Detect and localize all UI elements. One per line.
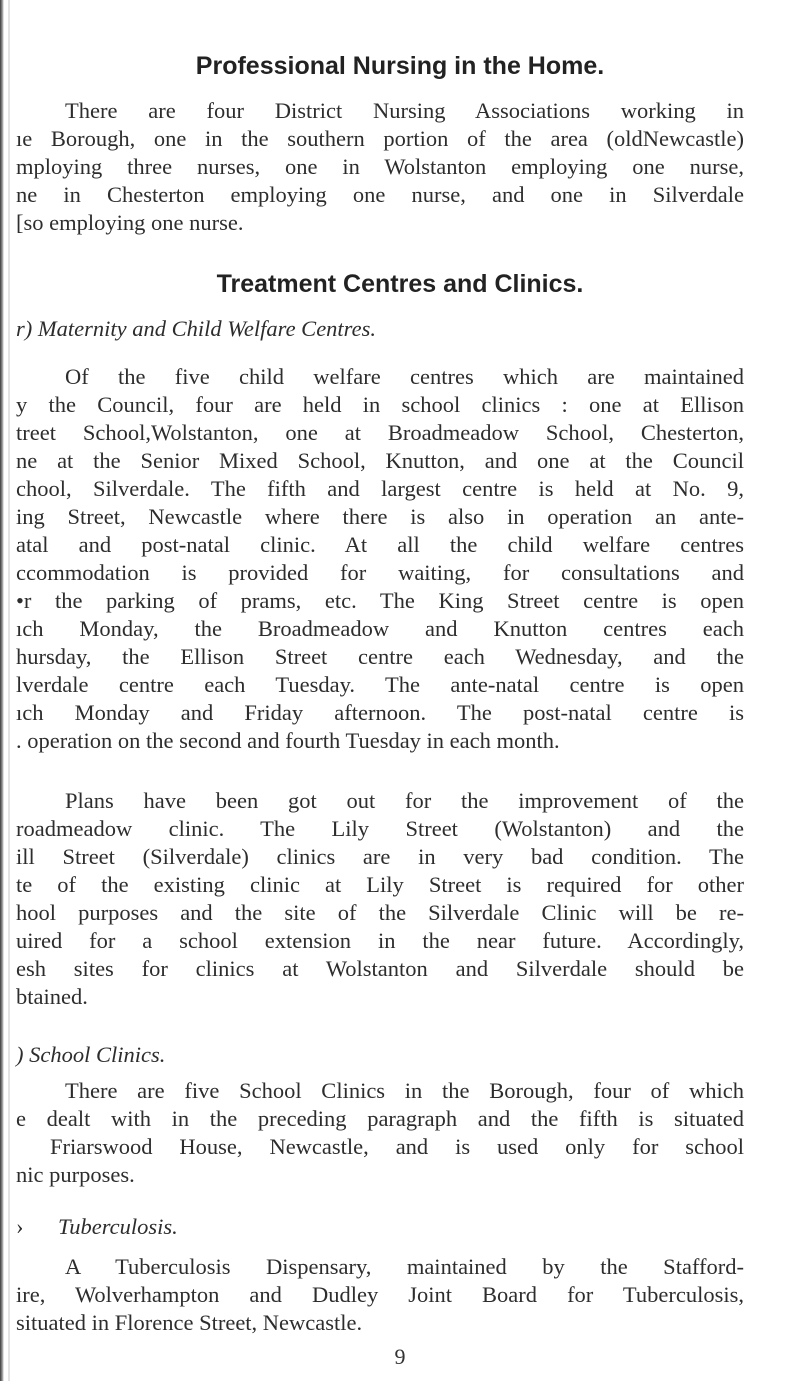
subheading-tuberculosis: Tuberculosis. (58, 1214, 178, 1239)
section-heading-treatment: Treatment Centres and Clinics. (216, 270, 584, 298)
maternity-line-9: •r the parking of prams, etc. The King Street centre is open (16, 588, 744, 613)
subheading-school-clinics: ) School Clinics. (16, 1042, 166, 1067)
school-clinics-line-1: There are five School Clinics in the Borough, four of which (65, 1078, 744, 1103)
nursing-line-4: ne in Chesterton employing one nurse, and one in Silverdale (16, 182, 744, 207)
plans-line-1: Plans have been got out for the improvement of the (65, 788, 744, 813)
nursing-line-2: ıe Borough, one in the southern portion of the area (oldNewcastle) (16, 126, 744, 151)
page-binding-shadow (8, 0, 10, 1381)
maternity-line-1: Of the five child welfare centres which are maintained (65, 364, 744, 389)
maternity-line-11: hursday, the Ellison Street centre each Wednesday, and the (16, 644, 744, 669)
maternity-line-3: treet School,Wolstanton, one at Broadmeadow School, Chesterton, (16, 420, 744, 445)
school-clinics-line-4: nic purposes. (16, 1162, 135, 1187)
plans-line-6: uired for a school extension in the near future. Accordingly, (16, 928, 744, 953)
maternity-line-6: ing Street, Newcastle where there is also in operation an ante- (16, 504, 744, 529)
maternity-line-4: ne at the Senior Mixed School, Knutton, and one at the Council (16, 448, 744, 473)
subheading-maternity: r) Maternity and Child Welfare Centres. (16, 316, 376, 341)
maternity-line-7: atal and post-natal clinic. At all the child welfare centres (16, 532, 744, 557)
nursing-line-1: There are four District Nursing Associations working in (65, 98, 744, 123)
maternity-line-2: y the Council, four are held in school clinics : one at Ellison (16, 392, 744, 417)
page-number: 9 (394, 1344, 406, 1369)
nursing-line-3: mploying three nurses, one in Wolstanton employing one nurse, (16, 154, 744, 179)
maternity-line-12: lverdale centre each Tuesday. The ante-natal centre is open (16, 672, 744, 697)
plans-line-5: hool purposes and the site of the Silverdale Clinic will be re- (16, 900, 744, 925)
maternity-line-8: ccommodation is provided for waiting, for consultations and (16, 560, 744, 585)
school-clinics-line-3: Friarswood House, Newcastle, and is used only for school (50, 1134, 744, 1159)
tuberculosis-line-3: situated in Florence Street, Newcastle. (16, 1310, 363, 1335)
plans-line-7: esh sites for clinics at Wolstanton and Silverdale should be (16, 956, 744, 981)
nursing-line-5: [so employing one nurse. (16, 210, 244, 235)
section-heading-nursing: Professional Nursing in the Home. (195, 52, 605, 80)
maternity-line-5: chool, Silverdale. The fifth and largest centre is held at No. 9, (16, 476, 744, 501)
plans-line-3: ill Street (Silverdale) clinics are in very bad condition. The (16, 844, 744, 869)
page-binding-edge (0, 0, 4, 1381)
maternity-line-14: . operation on the second and fourth Tuesday in each month. (16, 728, 560, 753)
maternity-line-13: ıch Monday and Friday afternoon. The post-natal centre is (16, 700, 744, 725)
school-clinics-line-2: e dealt with in the preceding paragraph and the fifth is situated (16, 1106, 744, 1131)
tuberculosis-marker: › (16, 1214, 24, 1239)
tuberculosis-line-1: A Tuberculosis Dispensary, maintained by the Stafford- (65, 1254, 744, 1279)
tuberculosis-line-2: ire, Wolverhampton and Dudley Joint Board for Tuberculosis, (16, 1282, 744, 1307)
plans-line-4: te of the existing clinic at Lily Street is required for other (16, 872, 744, 897)
plans-line-8: btained. (16, 984, 88, 1009)
plans-line-2: roadmeadow clinic. The Lily Street (Wolstanton) and the (16, 816, 744, 841)
maternity-line-10: ıch Monday, the Broadmeadow and Knutton centres each (16, 616, 744, 641)
